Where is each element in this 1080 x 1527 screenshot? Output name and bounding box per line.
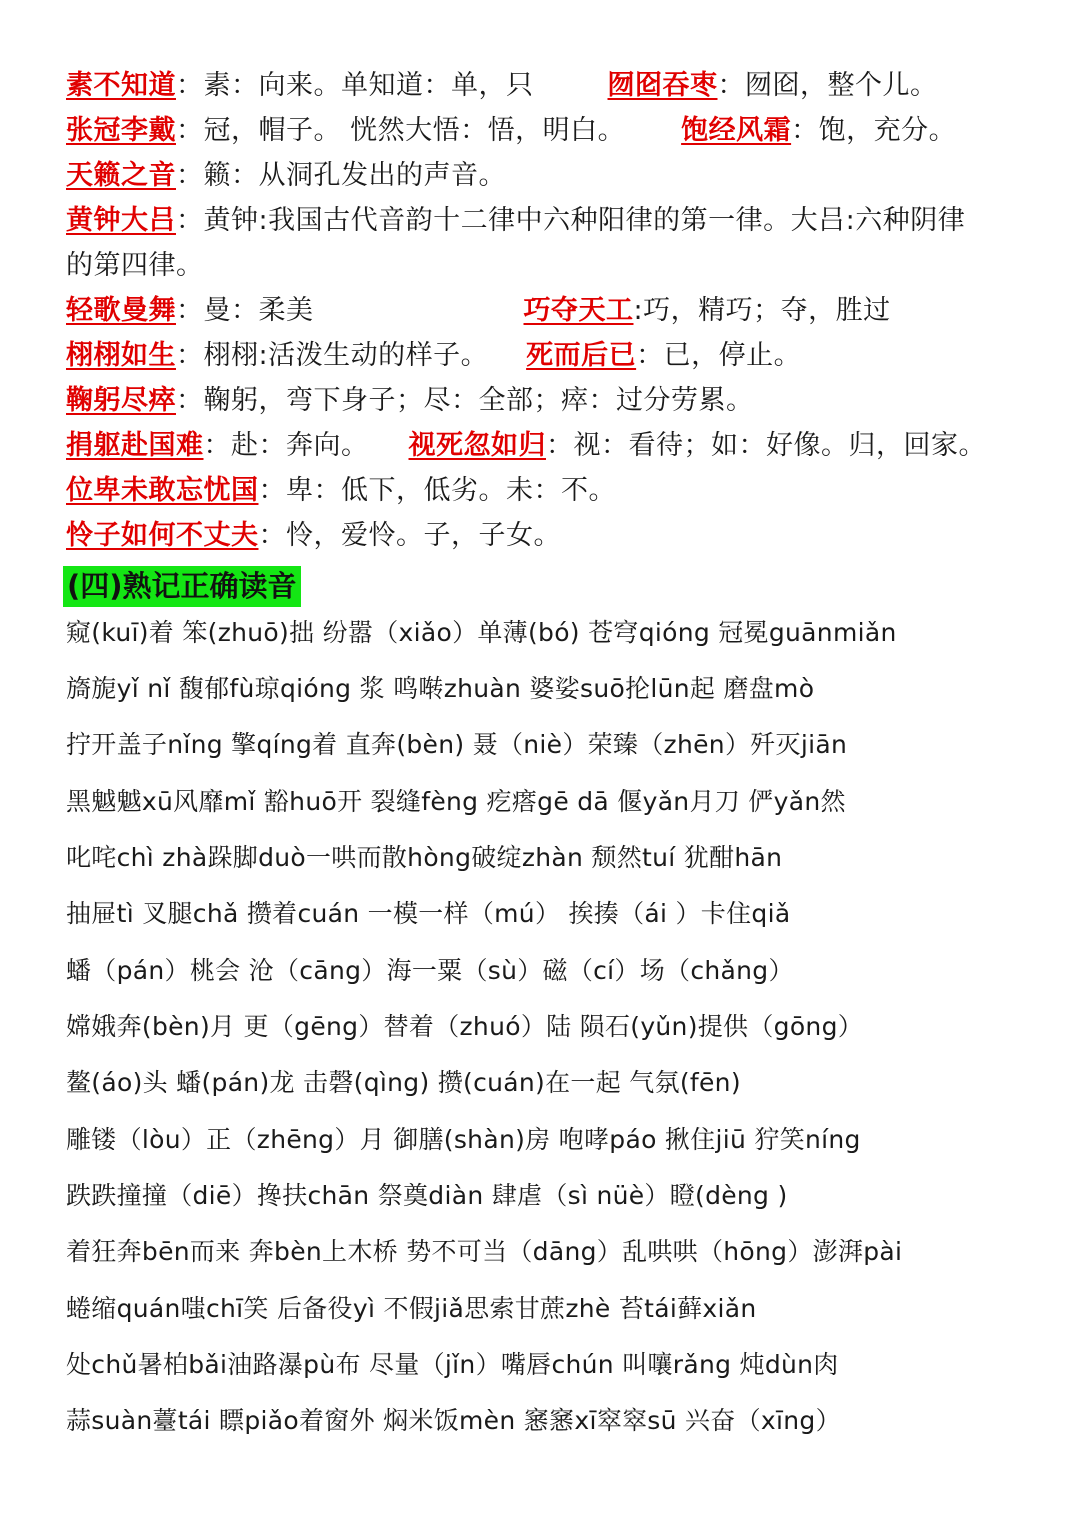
reading-line: 蒜suàn薹tái 瞟piǎo着窗外 焖米饭mèn 窸窸xī窣窣sū 兴奋（xīng）: [66, 1406, 841, 1435]
definition-line-3: [66, 156, 506, 196]
idiom-explanation: ：囫囵，整个儿。: [717, 70, 938, 101]
idiom-term: 素不知道: [66, 70, 176, 101]
reading-line: 嫦娥奔(bèn)月 更（gēng）替着（zhuó）陆 陨石(yǔn)提供（gōng）: [66, 1012, 864, 1041]
idiom-term: 轻歌曼舞: [66, 295, 176, 326]
reading-line: 拧开盖子nǐng 擎qíng着 直奔(bèn) 聂（niè）荣臻（zhēn）歼灭jiān: [66, 730, 848, 759]
idiom-explanation: ：已，停止。: [636, 340, 802, 371]
idiom-term: 鞠躬尽瘁: [66, 385, 176, 416]
idiom-term: 视死忽如归: [408, 430, 546, 461]
definition-line-11: [66, 516, 561, 556]
idiom-explanation: ：饱，充分。: [791, 115, 957, 146]
reading-line: 跌跌撞撞（diē）搀扶chān 祭奠diàn 肆虐（sì nüè）瞪(dèng ): [66, 1181, 788, 1210]
idiom-explanation: ：赴：奔向。: [203, 430, 369, 461]
idiom-explanation: 的第四律。: [66, 250, 204, 281]
reading-line: 着狂奔bēn而来 奔bèn上木桥 势不可当（dāng）乱哄哄（hōng）澎湃pài: [66, 1237, 903, 1266]
definition-line-2: [66, 111, 956, 151]
idiom-term: 怜子如何不丈夫: [66, 520, 259, 551]
section-heading: (四)熟记正确读音: [63, 566, 301, 607]
definition-line-8: [66, 381, 754, 421]
idiom-explanation: ：冠，帽子。 恍然大悟：悟，明白。: [176, 115, 626, 146]
reading-line: 处chǔ暑柏bǎi油路瀑pù布 尽量（jǐn）嘴唇chún 叫嚷rǎng 炖dùn肉: [66, 1350, 839, 1379]
idiom-explanation: ：曼：柔美: [176, 295, 314, 326]
idiom-explanation: :巧，精巧；夺，胜过: [633, 295, 891, 326]
idiom-term: 死而后已: [526, 340, 637, 371]
idiom-term: 栩栩如生: [66, 340, 176, 371]
definition-line-5: [66, 246, 204, 286]
idiom-term: 位卑未敢忘忧国: [66, 475, 259, 506]
idiom-term: 饱经风霜: [681, 115, 792, 146]
reading-line: 叱咤chì zhà跺脚duò一哄而散hòng破绽zhàn 颓然tuí 犹酣hān: [66, 843, 783, 872]
reading-line: 雕镂（lòu）正（zhēng）月 御膳(shàn)房 咆哮páo 揪住jiū 狞笑níng: [66, 1125, 861, 1154]
reading-line: 旖旎yǐ nǐ 馥郁fù琼qióng 浆 鸣啭zhuàn 婆娑suō抡lūn起 磨盘mò: [66, 674, 815, 703]
definition-line-1: [66, 66, 938, 106]
idiom-term: 张冠李戴: [66, 115, 176, 146]
definition-line-4: [66, 201, 965, 241]
definition-line-6: [66, 291, 891, 331]
reading-line: 蟠（pán）桃会 沧（cāng）海一粟（sù）磁（cí）场（chǎng）: [66, 956, 794, 985]
idiom-explanation: ：怜，爱怜。子，子女。: [258, 520, 561, 551]
idiom-explanation: ：素：向来。单知道：单，只: [176, 70, 534, 101]
idiom-explanation: ：栩栩:活泼生动的样子。: [176, 340, 489, 371]
idiom-explanation: ：籁：从洞孔发出的声音。: [176, 160, 506, 191]
idiom-explanation: ：黄钟:我国古代音韵十二律中六种阳律的第一律。大吕:六种阴律: [176, 205, 966, 236]
idiom-explanation: ：视：看待；如：好像。归，回家。: [546, 430, 986, 461]
idiom-term: 巧夺天工: [523, 295, 634, 326]
idiom-explanation: ：鞠躬，弯下身子；尽：全部；瘁：过分劳累。: [176, 385, 754, 416]
reading-line: 鳌(áo)头 蟠(pán)龙 击磬(qìng) 攒(cuán)在一起 气氛(fēn): [66, 1068, 741, 1097]
idiom-term: 天籁之音: [66, 160, 176, 191]
definition-line-7: [66, 336, 801, 376]
idiom-explanation: ：卑：低下，低劣。未：不。: [258, 475, 616, 506]
reading-line: 窥(kuī)着 笨(zhuō)拙 纷嚣（xiǎo）单薄(bó) 苍穹qióng 冠冕guānmiǎn: [66, 618, 897, 647]
idiom-term: 黄钟大吕: [66, 205, 176, 236]
idiom-term: 囫囵吞枣: [607, 70, 718, 101]
reading-line: 抽屉tì 叉腿chǎ 攒着cuán 一模一样（mú） 挨揍（ái ）卡住qiǎ: [66, 899, 791, 928]
reading-line: 黑魆魆xū风靡mǐ 豁huō开 裂缝fèng 疙瘩gē dā 偃yǎn月刀 俨yǎn然: [66, 787, 846, 816]
idiom-term: 捐躯赴国难: [66, 430, 204, 461]
definition-line-10: [66, 471, 616, 511]
reading-line: 蜷缩quán嗤chī笑 后备役yì 不假jiǎ思索甘蔗zhè 苔tái藓xiǎn: [66, 1294, 757, 1323]
definition-line-9: [66, 426, 986, 466]
